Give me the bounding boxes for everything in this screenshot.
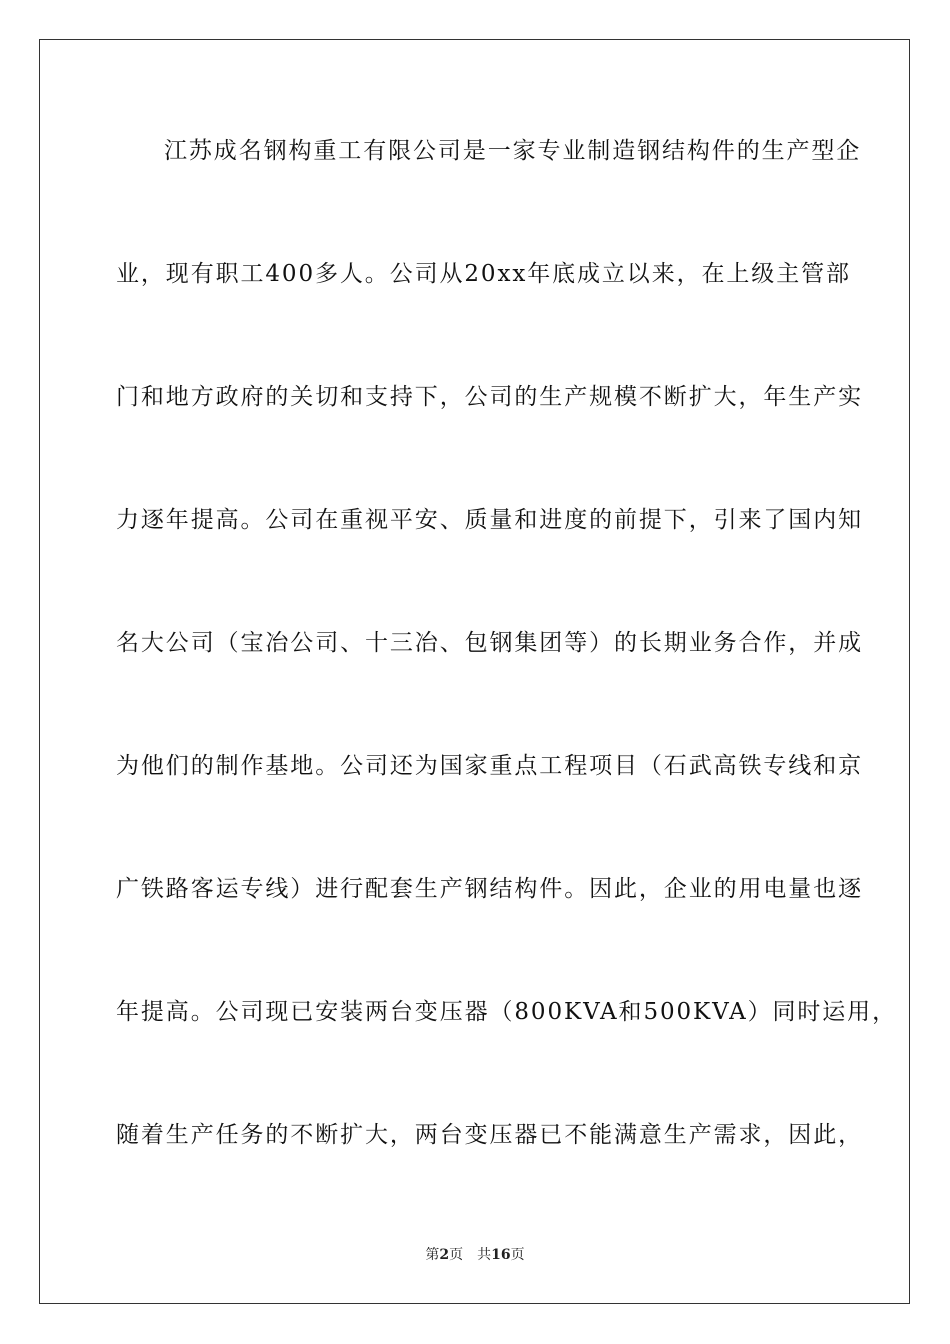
paragraph-line: 业，现有职工400多人。公司从20xx年底成立以来，在上级主管部 [116,261,851,287]
paragraph-line: 门和地方政府的关切和支持下，公司的生产规模不断扩大，年生产实 [116,384,863,410]
paragraph-line: 江苏成名钢构重工有限公司是一家专业制造钢结构件的生产型企 [164,138,862,164]
paragraph-line: 广铁路客运专线）进行配套生产钢结构件。因此，企业的用电量也逐 [116,876,863,902]
page-prefix: 第 [425,1247,440,1263]
total-pages: 16 [491,1247,511,1263]
paragraph-line: 为他们的制作基地。公司还为国家重点工程项目（石武高铁专线和京 [116,753,863,779]
paragraph-line: 力逐年提高。公司在重视平安、质量和进度的前提下，引来了国内知 [116,507,863,533]
page-number: 2 [439,1247,450,1263]
total-prefix: 共 [477,1247,492,1263]
paragraph-line: 年提高。公司现已安装两台变压器（800KVA和500KVA）同时运用， [116,999,897,1025]
page-footer [0,1246,950,1264]
page-border [39,39,910,1304]
total-suffix: 页 [510,1247,525,1263]
paragraph-line: 名大公司（宝冶公司、十三冶、包钢集团等）的长期业务合作，并成 [116,630,863,656]
paragraph-line: 随着生产任务的不断扩大，两台变压器已不能满意生产需求，因此， [116,1122,863,1148]
page-suffix: 页 [449,1247,464,1263]
